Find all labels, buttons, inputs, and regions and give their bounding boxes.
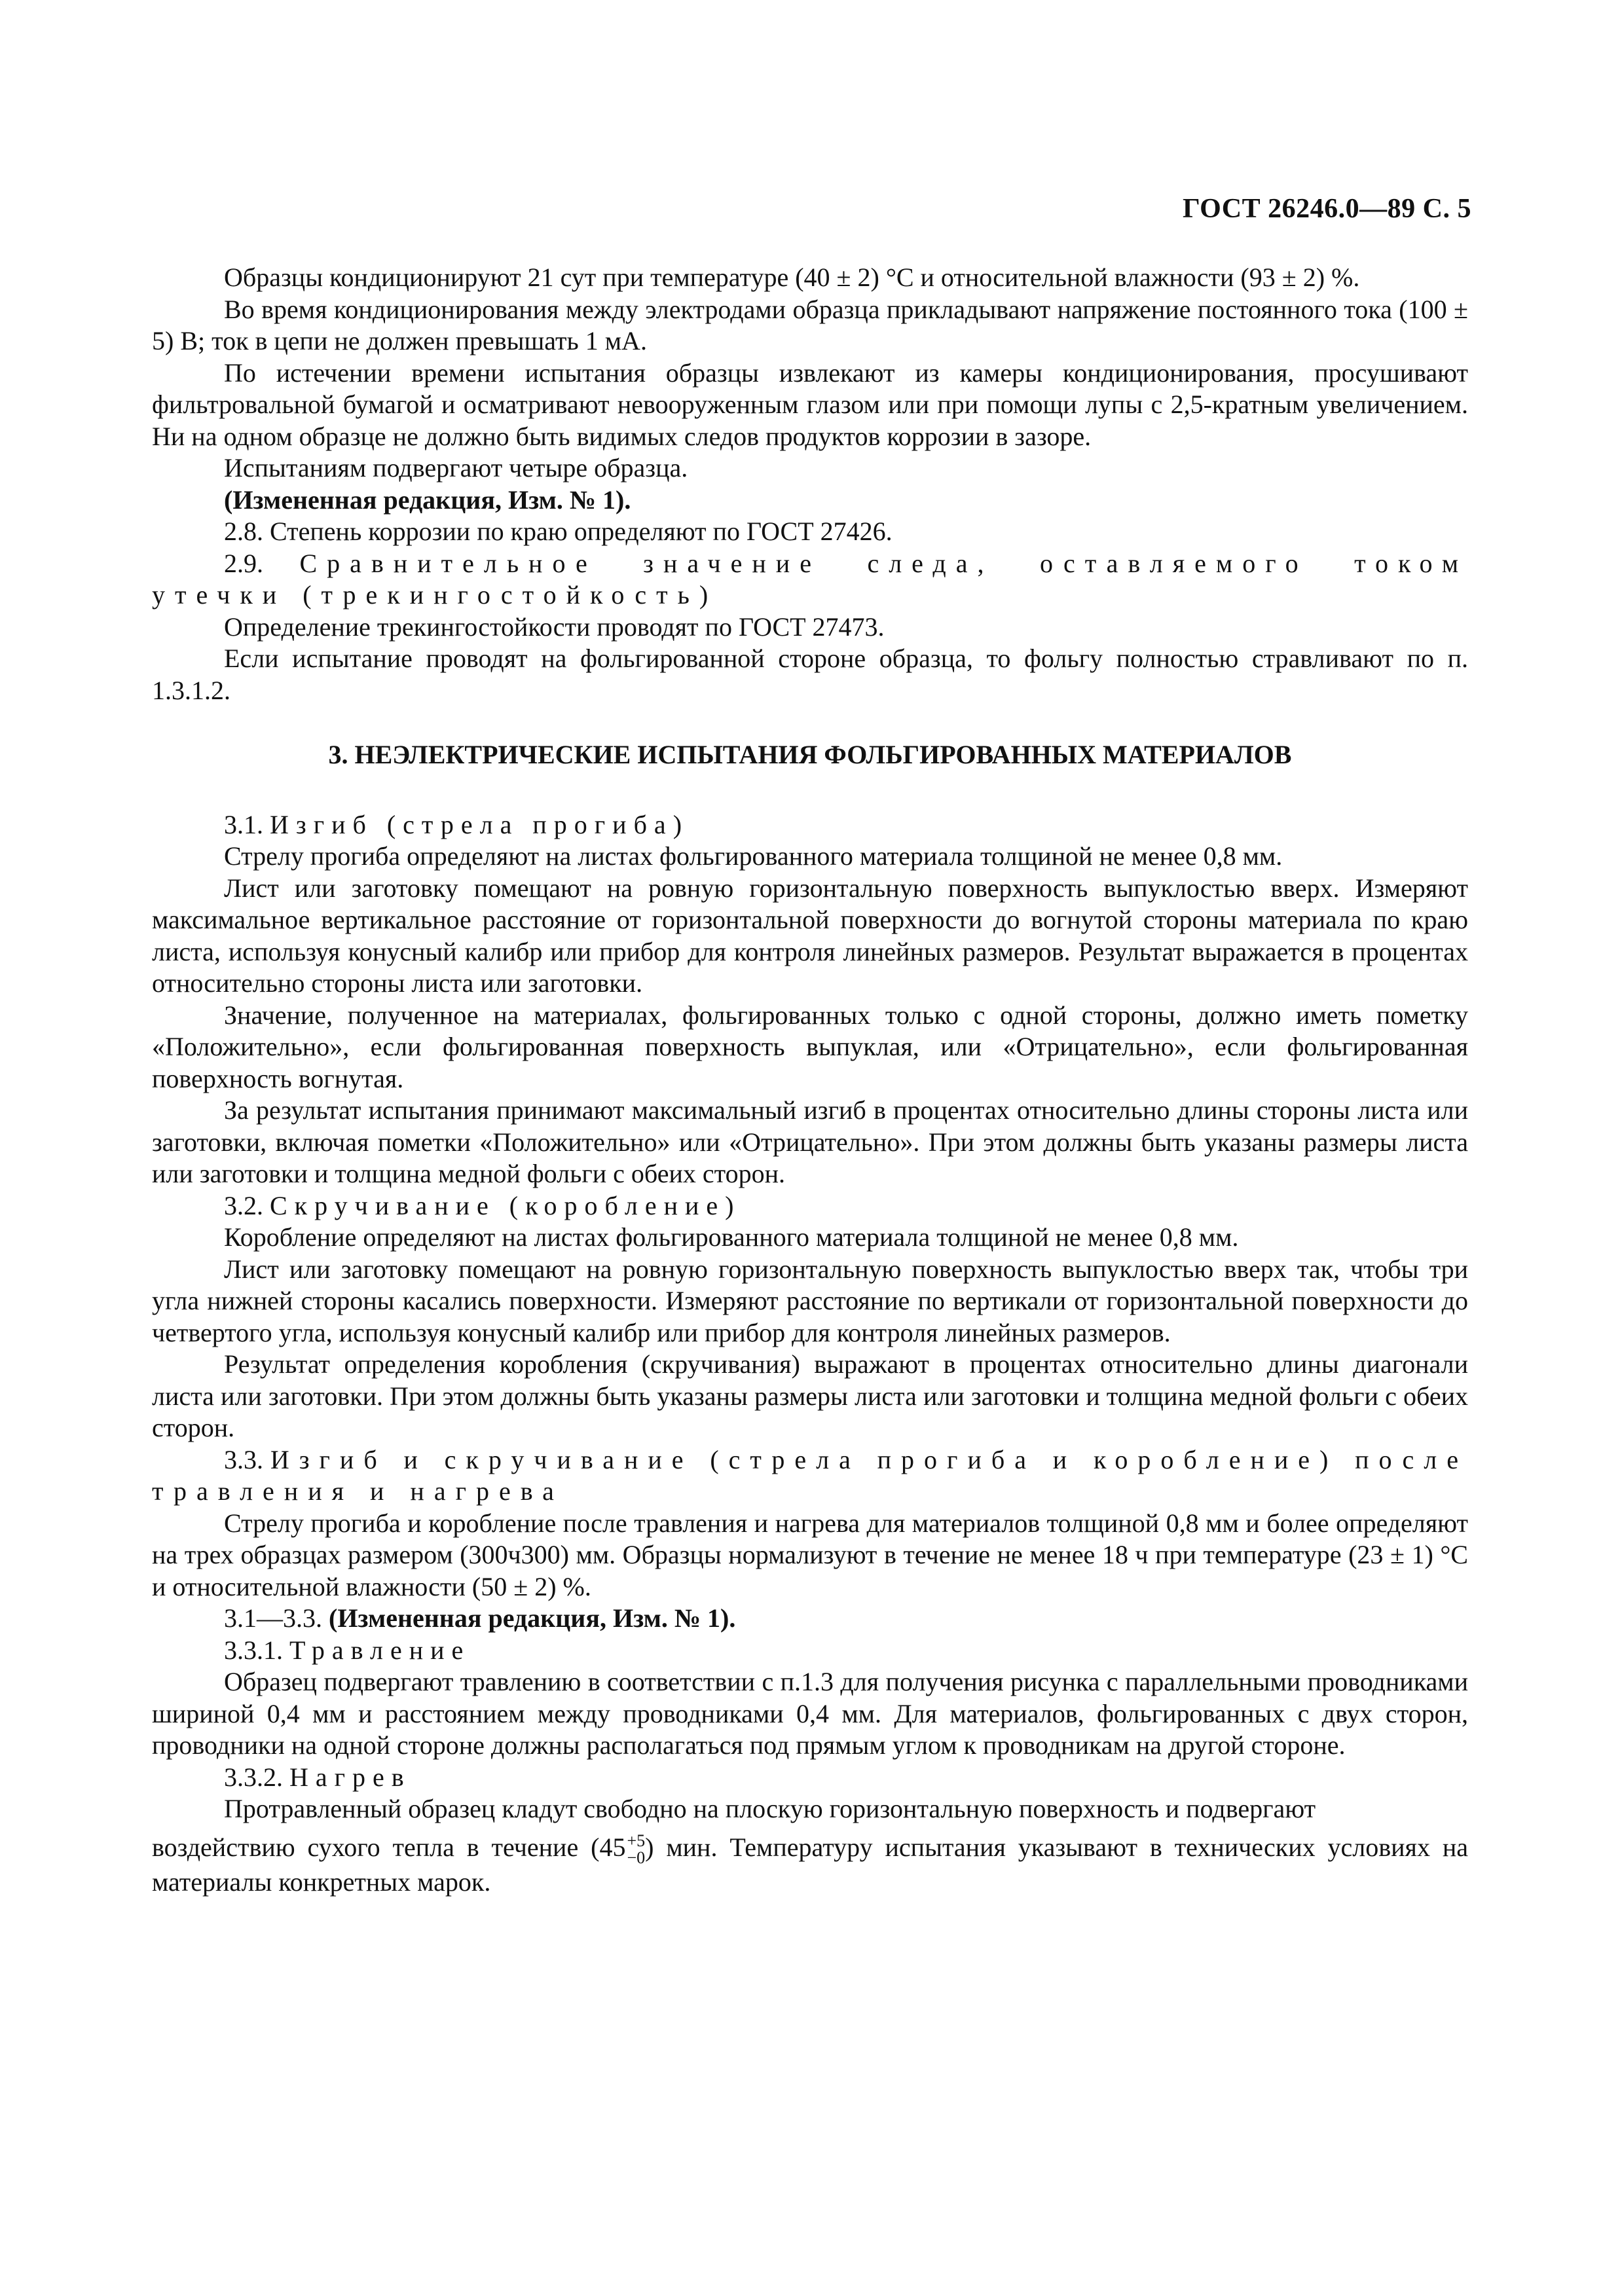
clause-3-3-2-text-1: Протравленный образец кладут свободно на плоскую горизонтальную поверхность и подвергают — [224, 1794, 1316, 1823]
tolerance-lower: −0 — [627, 1848, 646, 1868]
paragraph-2-8: 2.8. Степень коррозии по краю определяют по ГОСТ 27426. — [224, 517, 893, 546]
page-header: ГОСТ 26246.0—89 С. 5 — [1182, 194, 1471, 224]
paragraph-voltage: Во время кондиционирования между электродами образца прикладывают напряжение постоянного тока (100 ± 5) В; ток в цепи не должен превышать 1 мА. — [152, 294, 1468, 355]
duration-tolerance — [627, 1832, 645, 1867]
clause-number: 3.2. — [224, 1190, 263, 1220]
clause-3-2-text-2: Лист или заготовку помещают на ровную горизонтальную поверхность выпуклостью вверх так, чтобы три угла нижней стороны касались поверхности. Измеряют расстояние по вертикали от горизонтальной поверхности до четвертого угла, используя конусный калибр или прибор для контроля линейных размеров. — [152, 1254, 1468, 1347]
clause-3-1-text-3: Значение, полученное на материалах, фольгированных только с одной стороны, должно иметь пометку «Положительно», если фольгированная поверхность выпуклая, или «Отрицательно», если фольгированная поверхность вогнутая. — [152, 1000, 1468, 1093]
clause-title-spaced: Нагрев — [289, 1762, 411, 1792]
clause-3-3-2-text-2 — [152, 1832, 1468, 1899]
clause-3-1-text-2: Лист или заготовку помещают на ровную горизонтальную поверхность выпуклостью вверх. Измеряют максимальное вертикальное расстояние от горизонтальной поверхности до вогнутой стороны материала по краю листа, используя конусный калибр или прибор для контроля линейных размеров. Результат выражается в процентах относительно стороны листа или заготовки. — [152, 873, 1468, 998]
clause-number: 3.3.1. — [224, 1635, 283, 1665]
paragraph-tracking: Определение трекингостойкости проводят по ГОСТ 27473. — [224, 611, 885, 642]
paragraph-revision-note: (Измененная редакция, Изм. № 1). — [224, 484, 631, 515]
clause-3-2-text-3: Результат определения коробления (скручивания) выражают в процентах относительно длины диагонали листа или заготовки. При этом должны быть указаны размеры листа или заготовки и толщина медной фольги с обеих сторон. — [152, 1349, 1468, 1442]
clause-number: 2.9. — [224, 548, 263, 578]
clause-title-spaced: Скручивание (коробление) — [270, 1190, 741, 1220]
revision-note: (Измененная редакция, Изм. № 1). — [329, 1603, 736, 1633]
clause-title-spaced: Изгиб (стрела прогиба) — [270, 809, 690, 839]
paragraph-inspection: По истечении времени испытания образцы извлекают из камеры кондиционирования, просушивают фильтровальной бумагой и осматривают невооруженным глазом или при помощи лупы с 2,5-кратным увеличением. Ни на одном образце не должно быть видимых следов продуктов коррозии в зазоре. — [152, 357, 1468, 451]
text-before-duration: воздействию сухого тепла в течение ( — [152, 1832, 600, 1862]
clause-title-spaced: Изгиб и скручивание (стрела прогиба и коробление) после травления и нагрева — [152, 1444, 1469, 1506]
duration-value: 45 — [599, 1832, 626, 1862]
clause-3-3-1-text-1: Образец подвергают травлению в соответствии с п.1.3 для получения рисунка с параллельными проводниками шириной 0,4 мм и расстоянием между проводниками 0,4 мм. Для материалов, фольгированных с двух сторон, проводники на одной стороне должны располагаться под прямым углом к проводникам на другой стороне. — [152, 1667, 1468, 1760]
tolerance-upper: +5 — [627, 1831, 646, 1851]
paragraph-conditioning: Образцы кондиционируют 21 сут при температуре (40 ± 2) °С и относительной влажности (93 ± 2) %. — [224, 263, 1360, 292]
clause-3-1-3-3-note — [152, 1603, 1468, 1635]
clause-3-1-text-4: За результат испытания принимают максимальный изгиб в процентах относительно длины стороны листа или заготовки, включая пометки «Положительно» или «Отрицательно». При этом должны быть указаны размеры листа или заготовки и толщина медной фольги с обеих сторон. — [152, 1095, 1468, 1188]
clause-3-3-2-heading — [152, 1762, 1468, 1794]
text-after-duration: ) мин. Температуру испытания указывают в технических условиях на материалы конкретных марок. — [152, 1832, 1468, 1897]
clause-3-3-text-1: Стрелу прогиба и коробление после травления и нагрева для материалов толщиной 0,8 мм и более определяют на трех образцах размером (300ч300) мм. Образцы нормализуют в течение не менее 18 ч при температуре (23 ± 1) °С и относительной влажности (50 ± 2) %. — [152, 1508, 1468, 1601]
clause-3-1-heading — [152, 809, 1468, 841]
clause-3-3-1-heading — [152, 1635, 1468, 1667]
clause-3-3-heading — [152, 1444, 1468, 1508]
clause-title-spaced: Сравнительное значение следа, оставляемого током утечки (трекингостойкость) — [152, 548, 1469, 610]
clause-title-spaced: Травление — [289, 1635, 471, 1665]
paragraph-foil-etch: Если испытание проводят на фольгированной стороне образца, то фольгу полностью стравливают по п. 1.3.1.2. — [152, 644, 1468, 705]
clause-3-1-text-1: Стрелу прогиба определяют на листах фольгированного материала толщиной не менее 0,8 мм. — [224, 841, 1283, 871]
clause-number: 3.3.2. — [224, 1762, 283, 1792]
clause-number: 3.1. — [224, 809, 263, 839]
paragraph-2-9 — [152, 548, 1468, 611]
document-body — [152, 262, 1468, 1899]
clause-number: 3.3. — [224, 1444, 263, 1474]
paragraph-sample-count: Испытаниям подвергают четыре образца. — [224, 453, 688, 483]
section-3-title: 3. НЕЭЛЕКТРИЧЕСКИЕ ИСПЫТАНИЯ ФОЛЬГИРОВАННЫХ МАТЕРИАЛОВ — [328, 740, 1292, 769]
clause-3-2-heading — [152, 1190, 1468, 1222]
clause-3-2-text-1: Коробление определяют на листах фольгированного материала толщиной не менее 0,8 мм. — [224, 1222, 1239, 1252]
clause-number: 3.1—3.3. — [224, 1603, 322, 1633]
